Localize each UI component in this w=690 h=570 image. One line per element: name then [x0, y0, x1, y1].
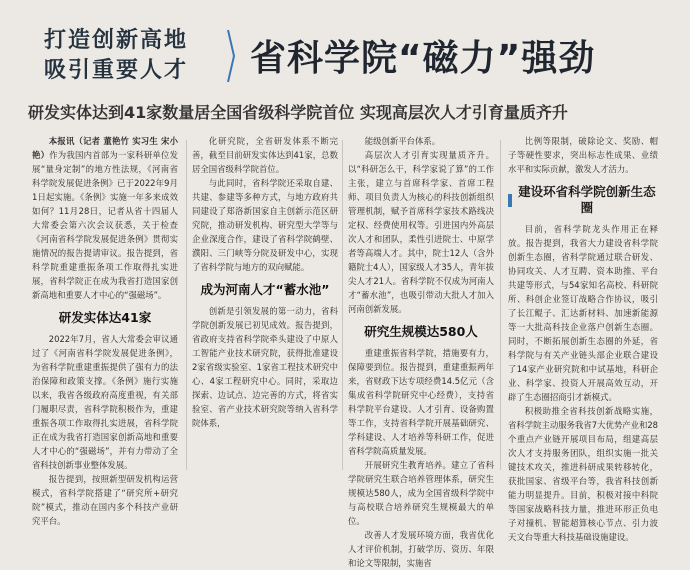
col1-p1: 作为我国内首部为一家科研单位发展“量身定制”的地方性法规，《河南省科学院发展促进条例》已于2022年9月1日起实施。《条例》实施一年多来成效如何？11月28日，记者从省十四届人大常委会第六次会议获悉，关于检查《河南省科学院发展促进条例》贯彻实施情况的报告提请审议。报告提到，省科学院重建重振条项工作取得扎实进展，省科学院正在成为我省打造国家创新高地和重要人才中心的“强磁场”。 — [32, 150, 178, 300]
section-heading-3: 研究生规模达580人 — [364, 324, 478, 339]
column-4 — [508, 134, 658, 544]
col3-p1: 能级创新平台体系。 — [364, 136, 441, 146]
col2-p1: 化研究院，全省研发体系不断完善，截至目前研发实体达到41家，总数居全国省级科学院首位。 — [192, 136, 338, 174]
column-3 — [348, 134, 494, 570]
kicker-line-2: 吸引重要人才 — [44, 58, 189, 83]
section-marker-icon — [508, 194, 512, 207]
col4-p2: 目前，省科学院龙头作用正在释放。报告提到，我省大力建设省科学院创新生态圈，省科学院通过联合研发、协同攻关、人才互聘、资本助推、平台共建等形式，与54家知名高校、科研院所、科创企业签订战略合作协议，吸引了长江鲲子、汇达新材料、加速新能源等一大批高科技企业落户创新生态圈。同时，不断拓展创新生态圈的外延，省科学院与有关产业链头部企业联合建设了14家产业研究院和中试基地，科研企业、科学家、投资人开展高效互动，开辟了生态圈招商引才新模式。 — [508, 224, 658, 402]
column-rule-1 — [186, 140, 187, 470]
col2-p2: 与此同时，省科学院还采取自建、共建、参建等多种方式，与地方政府共同建设了郑洛新国家自主创新示范区研究院，推动研发机构、研究型大学等与企业深度合作，建设了省科学院鹤壁、濮阳、三门峡等分院及研发中心，实现了省科学院与地方的双向赋能。 — [192, 178, 338, 272]
section-heading-4-text: 建设环省科学院创新生态圈 — [518, 184, 656, 215]
byline: 本报讯（记者 董艳竹 实习生 宋小艳） — [32, 136, 178, 160]
col1-p2: 2022年7月，省人大常委会审议通过了《河南省科学院发展促进条例》，为省科学院重建重振提供了强有力的法治保障和政策支撑。《条例》施行实施以来，我省各级政府高度重视，有关部门履职尽责，省科学院积极作为，重建重振各项工作取得扎实进展，省科学院正在成为我省打造国家创新高地和重要人才中心的“强磁场”，并有力带动了全省科技创新事业整体发展。 — [32, 334, 178, 470]
column-1 — [32, 134, 178, 528]
col3-p2: 高层次人才引育实现量质齐升。以“科研怎么干，科学家说了算”的工作主张，建立与首席科学家、首席工程师、项目负责人为核心的科技创新组织管理机制，赋予首席科学家技术路线决定权、经费使用权等。引进国内外高层次人才和团队，柔性引进院士、中原学者等高端人才。其中，院士12人（含外籍院士4人），国家级人才35人，青年拔尖人才21人。省科学院不仅成为河南人才“蓄水池”，也吸引带动大批人才加入河南创新发展。 — [348, 150, 494, 314]
col3-p5: 改善人才发展环境方面，我省优化人才评价机制，打破学历、资历、年限和论文等限制，实施省 — [348, 530, 494, 568]
col4-p1: 比例等限制，破除论文、奖励、帽子等硬性要求，突出标志性成果、业绩水平和实际贡献，激发人才活力。 — [508, 136, 658, 174]
col3-p4: 开展研究生教育培养。建立了省科学院研究生联合培养管理体系，研究生规模达580人，成为全国省级科学院中与高校联合培养研究生规模最大的单位。 — [348, 460, 494, 526]
col2-p3: 创新是引领发展的第一动力，省科学院创新发展已初见成效。报告提到，省政府支持省科学院牵头建设了中原人工智能产业技术研究院，获得批准建设2家省级实验室、1家省工程技术研究中心、4家工程研究中心。同时，采取边探索、边试点、边完善的方式，将省实验室、省产业技术研究院等纳入省科学院体系， — [192, 306, 338, 428]
column-2 — [192, 134, 338, 430]
headline: 省科学院“磁力”强劲 — [250, 38, 596, 79]
col4-p3: 积极助推全省科技创新战略实施，省科学院主动服务我省7大优势产业和28个重点产业链开展项目布局，组建高层次人才支持服务团队，组织实施一批关键技术攻关，推进科研成果转移转化，获批国家、省级平台等，我省科技创新能力明显提升。目前，积极对接中科院等国家战略科技力量，推进环形正负电子对撞机、智能超算核心节点、引力波天文台等重大科技基础设施建设。 — [508, 406, 658, 542]
article-header — [0, 0, 690, 128]
section-heading-2: 成为河南人才“蓄水池” — [200, 282, 330, 297]
column-rule-3 — [500, 140, 501, 470]
col3-p3: 重建重振省科学院，措施要有力，保障要到位。报告提到，重建重振两年来，省财政下达专项经费14.5亿元（含集成省科学院研究中心经费），支持省科学院平台建设、人才引育、设备购置等工作，支持省科学院开展基础研究、学科建设、人才培养等科研工作，促进省科学院高质量发展。 — [348, 348, 494, 456]
section-heading-4 — [508, 184, 658, 216]
section-heading-1: 研发实体达41家 — [58, 310, 152, 325]
column-rule-2 — [342, 140, 343, 470]
subhead: 研发实体达到41家数量居全国省级科学院首位 实现高层次人才引育量质齐升 — [28, 103, 568, 122]
col1-p3: 报告提到，按照新型研发机构运营模式，省科学院搭建了“研究所+研究院”模式，推动在国内多个科技产业研究平台。 — [32, 474, 178, 526]
header-divider-icon — [226, 30, 236, 82]
kicker — [44, 26, 224, 86]
kicker-line-1: 打造创新高地 — [44, 28, 189, 53]
